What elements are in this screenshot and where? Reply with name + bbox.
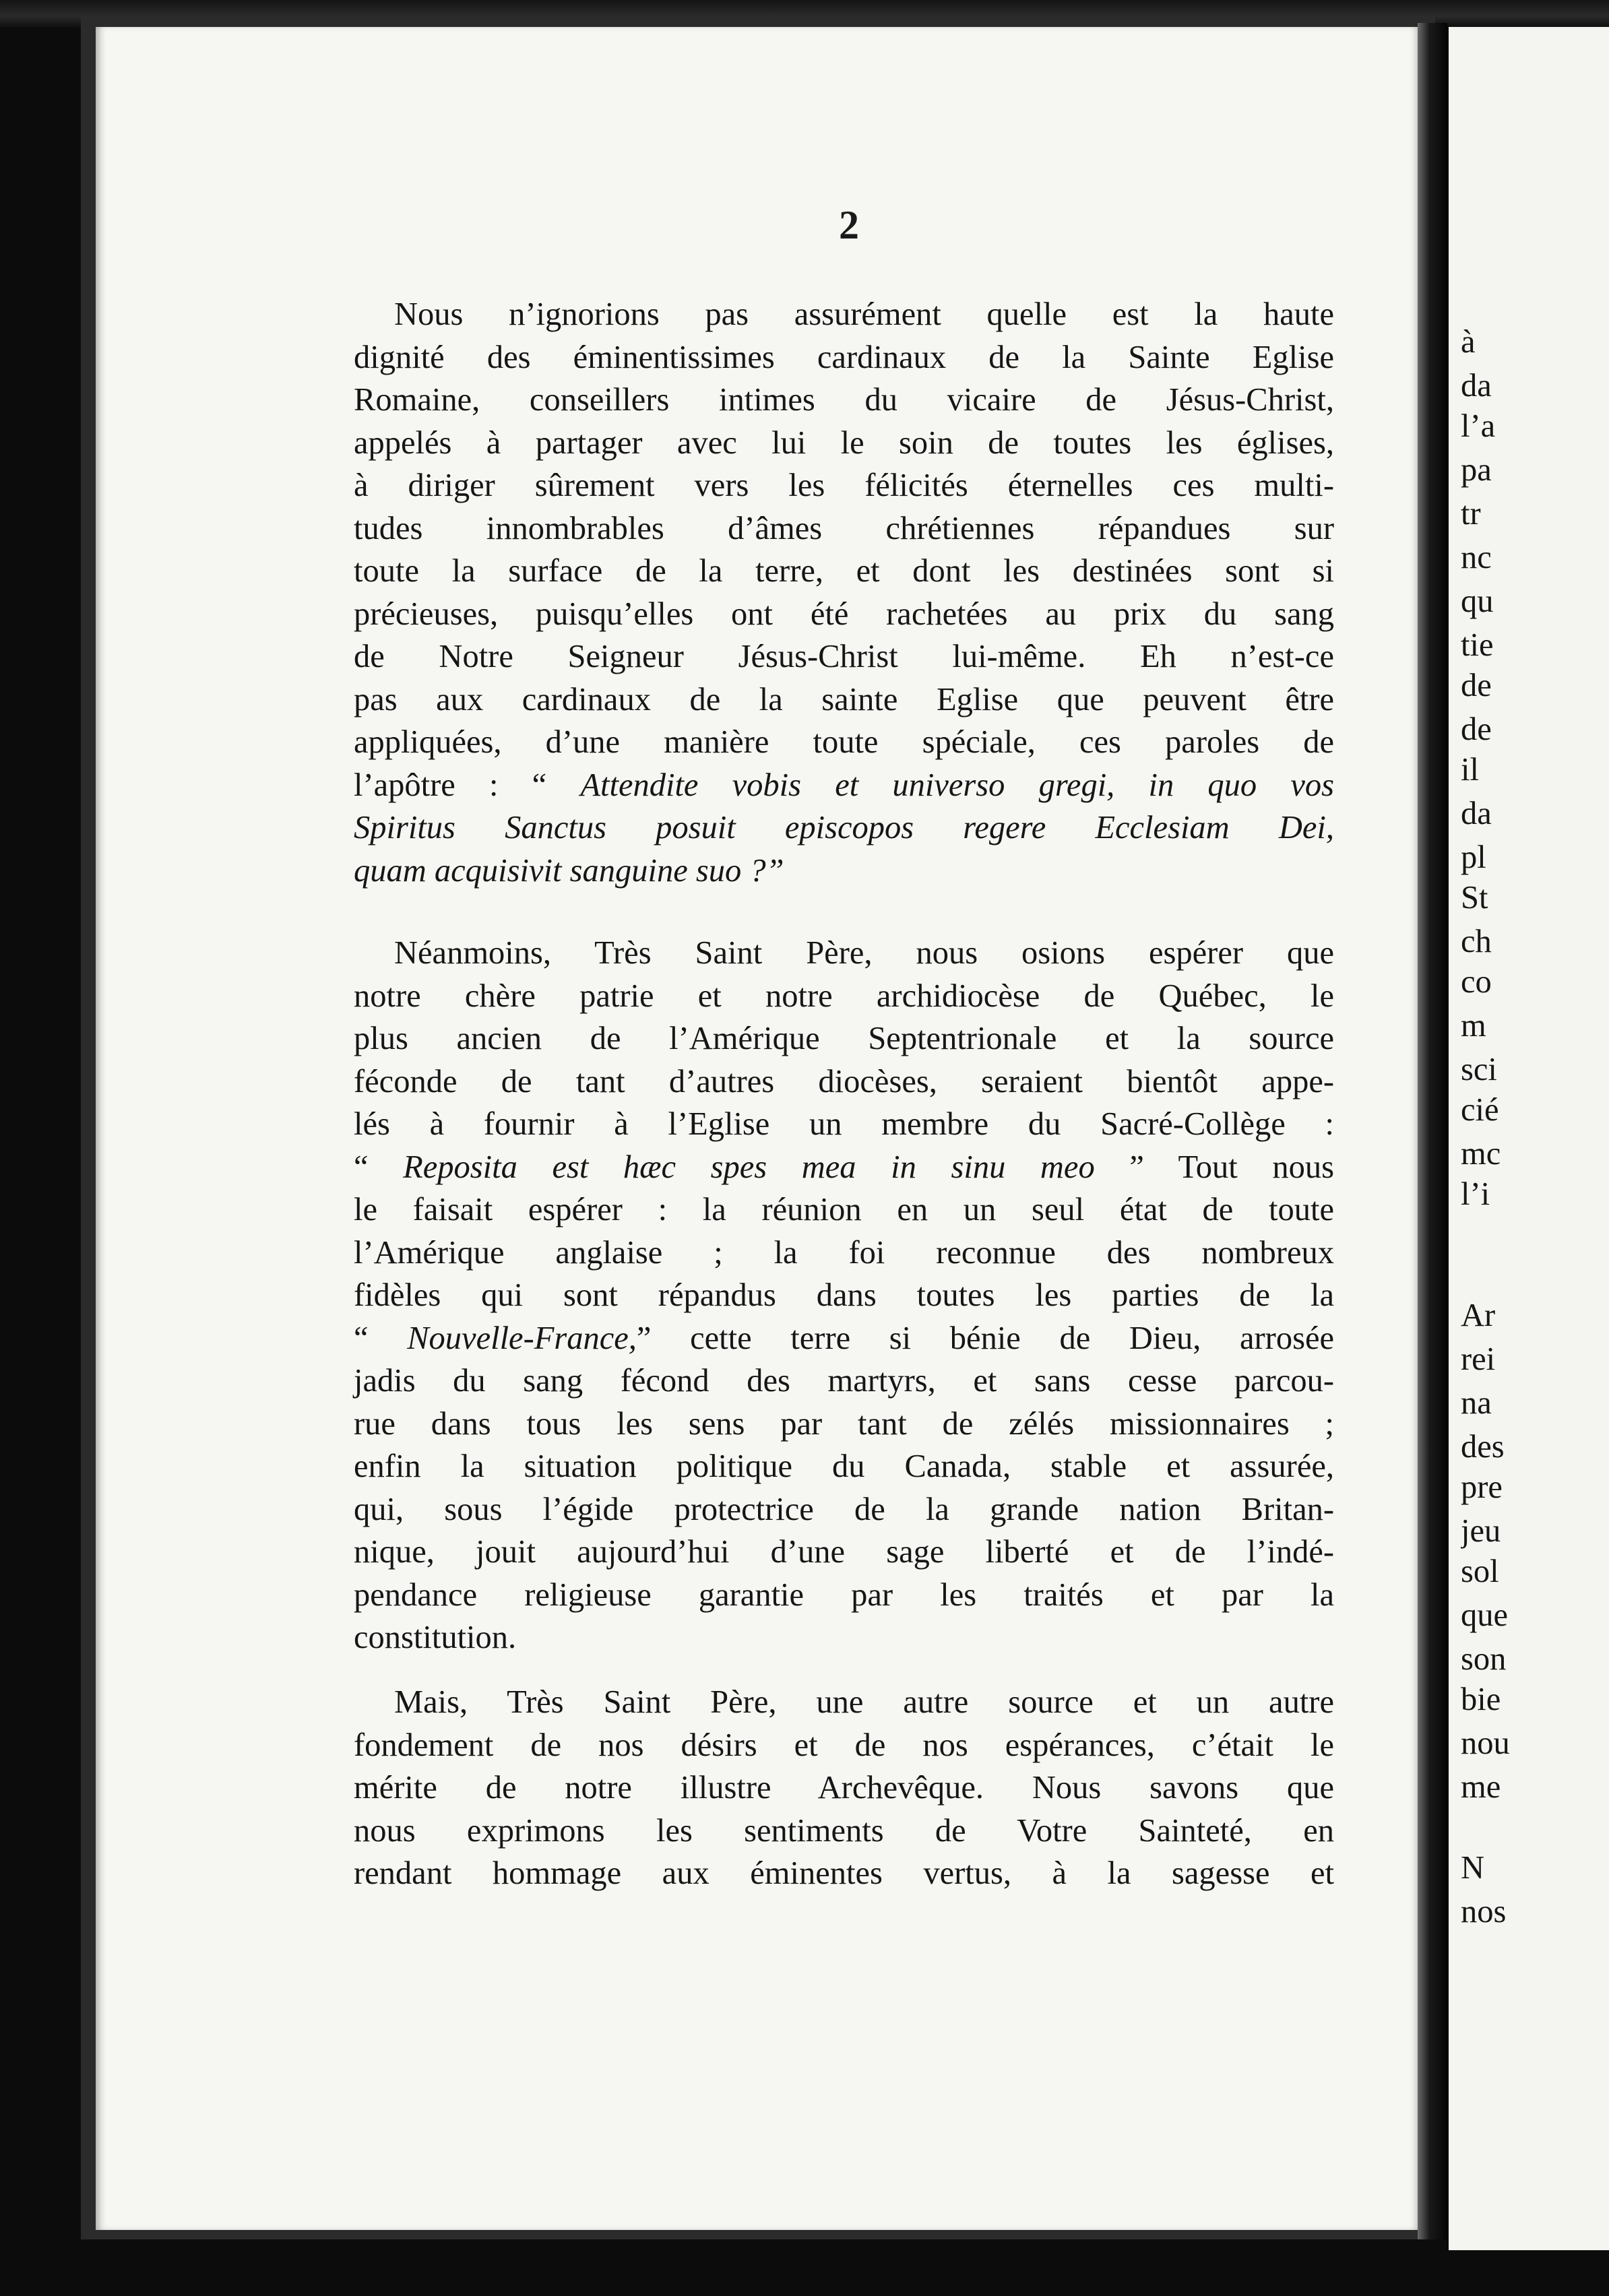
text-line: nous exprimons les sentiments de Votre Sainteté, en bbox=[354, 1812, 1334, 1849]
facing-page-fragment: mc bbox=[1461, 1136, 1501, 1172]
facing-page-fragment: son bbox=[1461, 1641, 1507, 1677]
paragraph-2 bbox=[354, 932, 1334, 1659]
facing-page-fragment: me bbox=[1461, 1769, 1501, 1805]
text-line: à diriger sûrement vers les félicités éternelles ces multi- bbox=[354, 468, 1334, 503]
facing-page-fragment: da bbox=[1461, 796, 1492, 831]
text-line: constitution. bbox=[354, 1620, 517, 1655]
facing-page-fragment: qu bbox=[1461, 583, 1494, 619]
text-line: pendance religieuse garantie par les traités et par la bbox=[354, 1576, 1334, 1613]
text-line: de Notre Seigneur Jésus-Christ lui-même. Eh n’est-ce bbox=[354, 639, 1334, 674]
facing-page-fragment: pre bbox=[1461, 1469, 1503, 1505]
facing-page-fragment: co bbox=[1461, 964, 1492, 1000]
facing-page-fragment: l’a bbox=[1461, 408, 1496, 444]
latin-quote: Reposita est hæc spes mea in sinu meo bbox=[403, 1149, 1095, 1185]
text-line: toute la surface de la terre, et dont les destinées sont si bbox=[354, 553, 1334, 589]
facing-page-fragment: des bbox=[1461, 1429, 1505, 1465]
facing-page-fragment: N bbox=[1461, 1850, 1485, 1886]
facing-page-fragment: tie bbox=[1461, 627, 1494, 663]
text-line: tudes innombrables d’âmes chrétiennes répandues sur bbox=[354, 510, 1334, 546]
text-line: le faisait espérer : la réunion en un seul état de toute bbox=[354, 1192, 1334, 1227]
text-line-latin: “ Reposita est hæc spes mea in sinu meo ” Tout nous bbox=[354, 1149, 1334, 1185]
facing-page-fragment: de bbox=[1461, 711, 1492, 747]
text-line: Nous n’ignorions pas assurément quelle est la haute bbox=[394, 296, 1334, 332]
text-line: Mais, Très Saint Père, une autre source et un autre bbox=[394, 1684, 1334, 1720]
facing-page-fragment: que bbox=[1461, 1597, 1509, 1633]
text-line: précieuses, puisqu’elles ont été rachetées au prix du sang bbox=[354, 596, 1334, 632]
facing-page-fragment: bie bbox=[1461, 1682, 1501, 1717]
text-line: rendant hommage aux éminentes vertus, à la sagesse et bbox=[354, 1855, 1334, 1891]
text-line: plus ancien de l’Amérique Septentrionale et la source bbox=[354, 1021, 1334, 1056]
facing-page-fragment: à bbox=[1461, 324, 1476, 360]
text-line: jadis du sang fécond des martyrs, et sans cesse parcou- bbox=[354, 1363, 1334, 1399]
facing-page-fragment: nou bbox=[1461, 1725, 1510, 1761]
facing-page-fragment: sci bbox=[1461, 1052, 1497, 1087]
text-line: lés à fournir à l’Eglise un membre du Sacré-Collège : bbox=[354, 1106, 1334, 1142]
facing-page-fragment: na bbox=[1461, 1385, 1492, 1421]
facing-page-fragment: m bbox=[1461, 1008, 1486, 1044]
facing-page-fragment: l’i bbox=[1461, 1176, 1490, 1212]
text-line: “ Nouvelle-France,” cette terre si bénie de Dieu, arrosée bbox=[354, 1320, 1335, 1356]
facing-page-fragment: tr bbox=[1461, 496, 1481, 532]
text-line-latin: l’apôtre : “ Attendite vobis et universo gregi, in quo vos bbox=[354, 767, 1334, 803]
latin-quote: Attendite vobis et universo gregi, in quo vos bbox=[580, 767, 1334, 803]
latin-quote: Spiritus Sanctus posuit episcopos regere Ecclesiam Dei, bbox=[354, 810, 1334, 846]
text-line-latin bbox=[354, 806, 1334, 850]
text-line: notre chère patrie et notre archidiocèse de Québec, le bbox=[354, 978, 1334, 1014]
text-line: enfin la situation politique du Canada, stable et assurée, bbox=[354, 1448, 1334, 1484]
text-line: Néanmoins, Très Saint Père, nous osions espérer que bbox=[394, 935, 1334, 971]
latin-quote: quam acquisivit sanguine suo ? bbox=[354, 852, 766, 889]
facing-page-fragment: St bbox=[1461, 880, 1488, 916]
text-line: l’Amérique anglaise ; la foi reconnue des nombreux bbox=[354, 1234, 1334, 1271]
italic-place-name: Nouvelle-France, bbox=[407, 1320, 637, 1356]
text-line: féconde de tant d’autres diocèses, seraient bientôt appe- bbox=[354, 1063, 1334, 1099]
text-line: qui, sous l’égide protectrice de la grande nation Britan- bbox=[354, 1491, 1334, 1527]
facing-page-fragment: rei bbox=[1461, 1341, 1496, 1377]
text-line: nique, jouit aujourd’hui d’une sage liberté et de l’indé- bbox=[354, 1534, 1334, 1570]
facing-page-fragment: pl bbox=[1461, 839, 1486, 875]
text-line: appelés à partager avec lui le soin de toutes les églises, bbox=[354, 424, 1334, 461]
facing-page-fragment: pa bbox=[1461, 452, 1492, 488]
facing-page-fragment: nc bbox=[1461, 540, 1492, 575]
page-number: 2 bbox=[839, 203, 859, 247]
text-line-latin: quam acquisivit sanguine suo ?” bbox=[354, 852, 784, 889]
text-line: dignité des éminentissimes cardinaux de la Sainte Eglise bbox=[354, 339, 1334, 375]
facing-page-fragment: de bbox=[1461, 668, 1492, 703]
facing-page-fragment: cié bbox=[1461, 1092, 1499, 1128]
facing-page-fragment: sol bbox=[1461, 1554, 1499, 1589]
text-line: appliquées, d’une manière toute spéciale, ces paroles de bbox=[354, 724, 1334, 760]
book-gutter bbox=[1418, 23, 1447, 2239]
paragraph-3 bbox=[354, 1681, 1334, 1895]
text-line: Romaine, conseillers intimes du vicaire de Jésus-Christ, bbox=[354, 382, 1334, 418]
facing-page-fragment: il bbox=[1461, 752, 1479, 788]
facing-page-fragment: ch bbox=[1461, 924, 1492, 959]
facing-page-fragment: nos bbox=[1461, 1894, 1507, 1930]
text-line: rue dans tous les sens par tant de zélés missionnaires ; bbox=[354, 1405, 1334, 1442]
text-line: fidèles qui sont répandus dans toutes les parties de la bbox=[354, 1277, 1334, 1313]
paragraph-1 bbox=[354, 293, 1334, 892]
text-line: pas aux cardinaux de la sainte Eglise que peuvent être bbox=[354, 681, 1334, 718]
text-line: mérite de notre illustre Archevêque. Nous savons que bbox=[354, 1770, 1334, 1806]
facing-page-fragment: jeu bbox=[1461, 1513, 1501, 1549]
facing-page-fragment: Ar bbox=[1461, 1298, 1496, 1333]
facing-page-fragment: da bbox=[1461, 368, 1492, 404]
text-line: fondement de nos désirs et de nos espérances, c’était le bbox=[354, 1727, 1334, 1763]
